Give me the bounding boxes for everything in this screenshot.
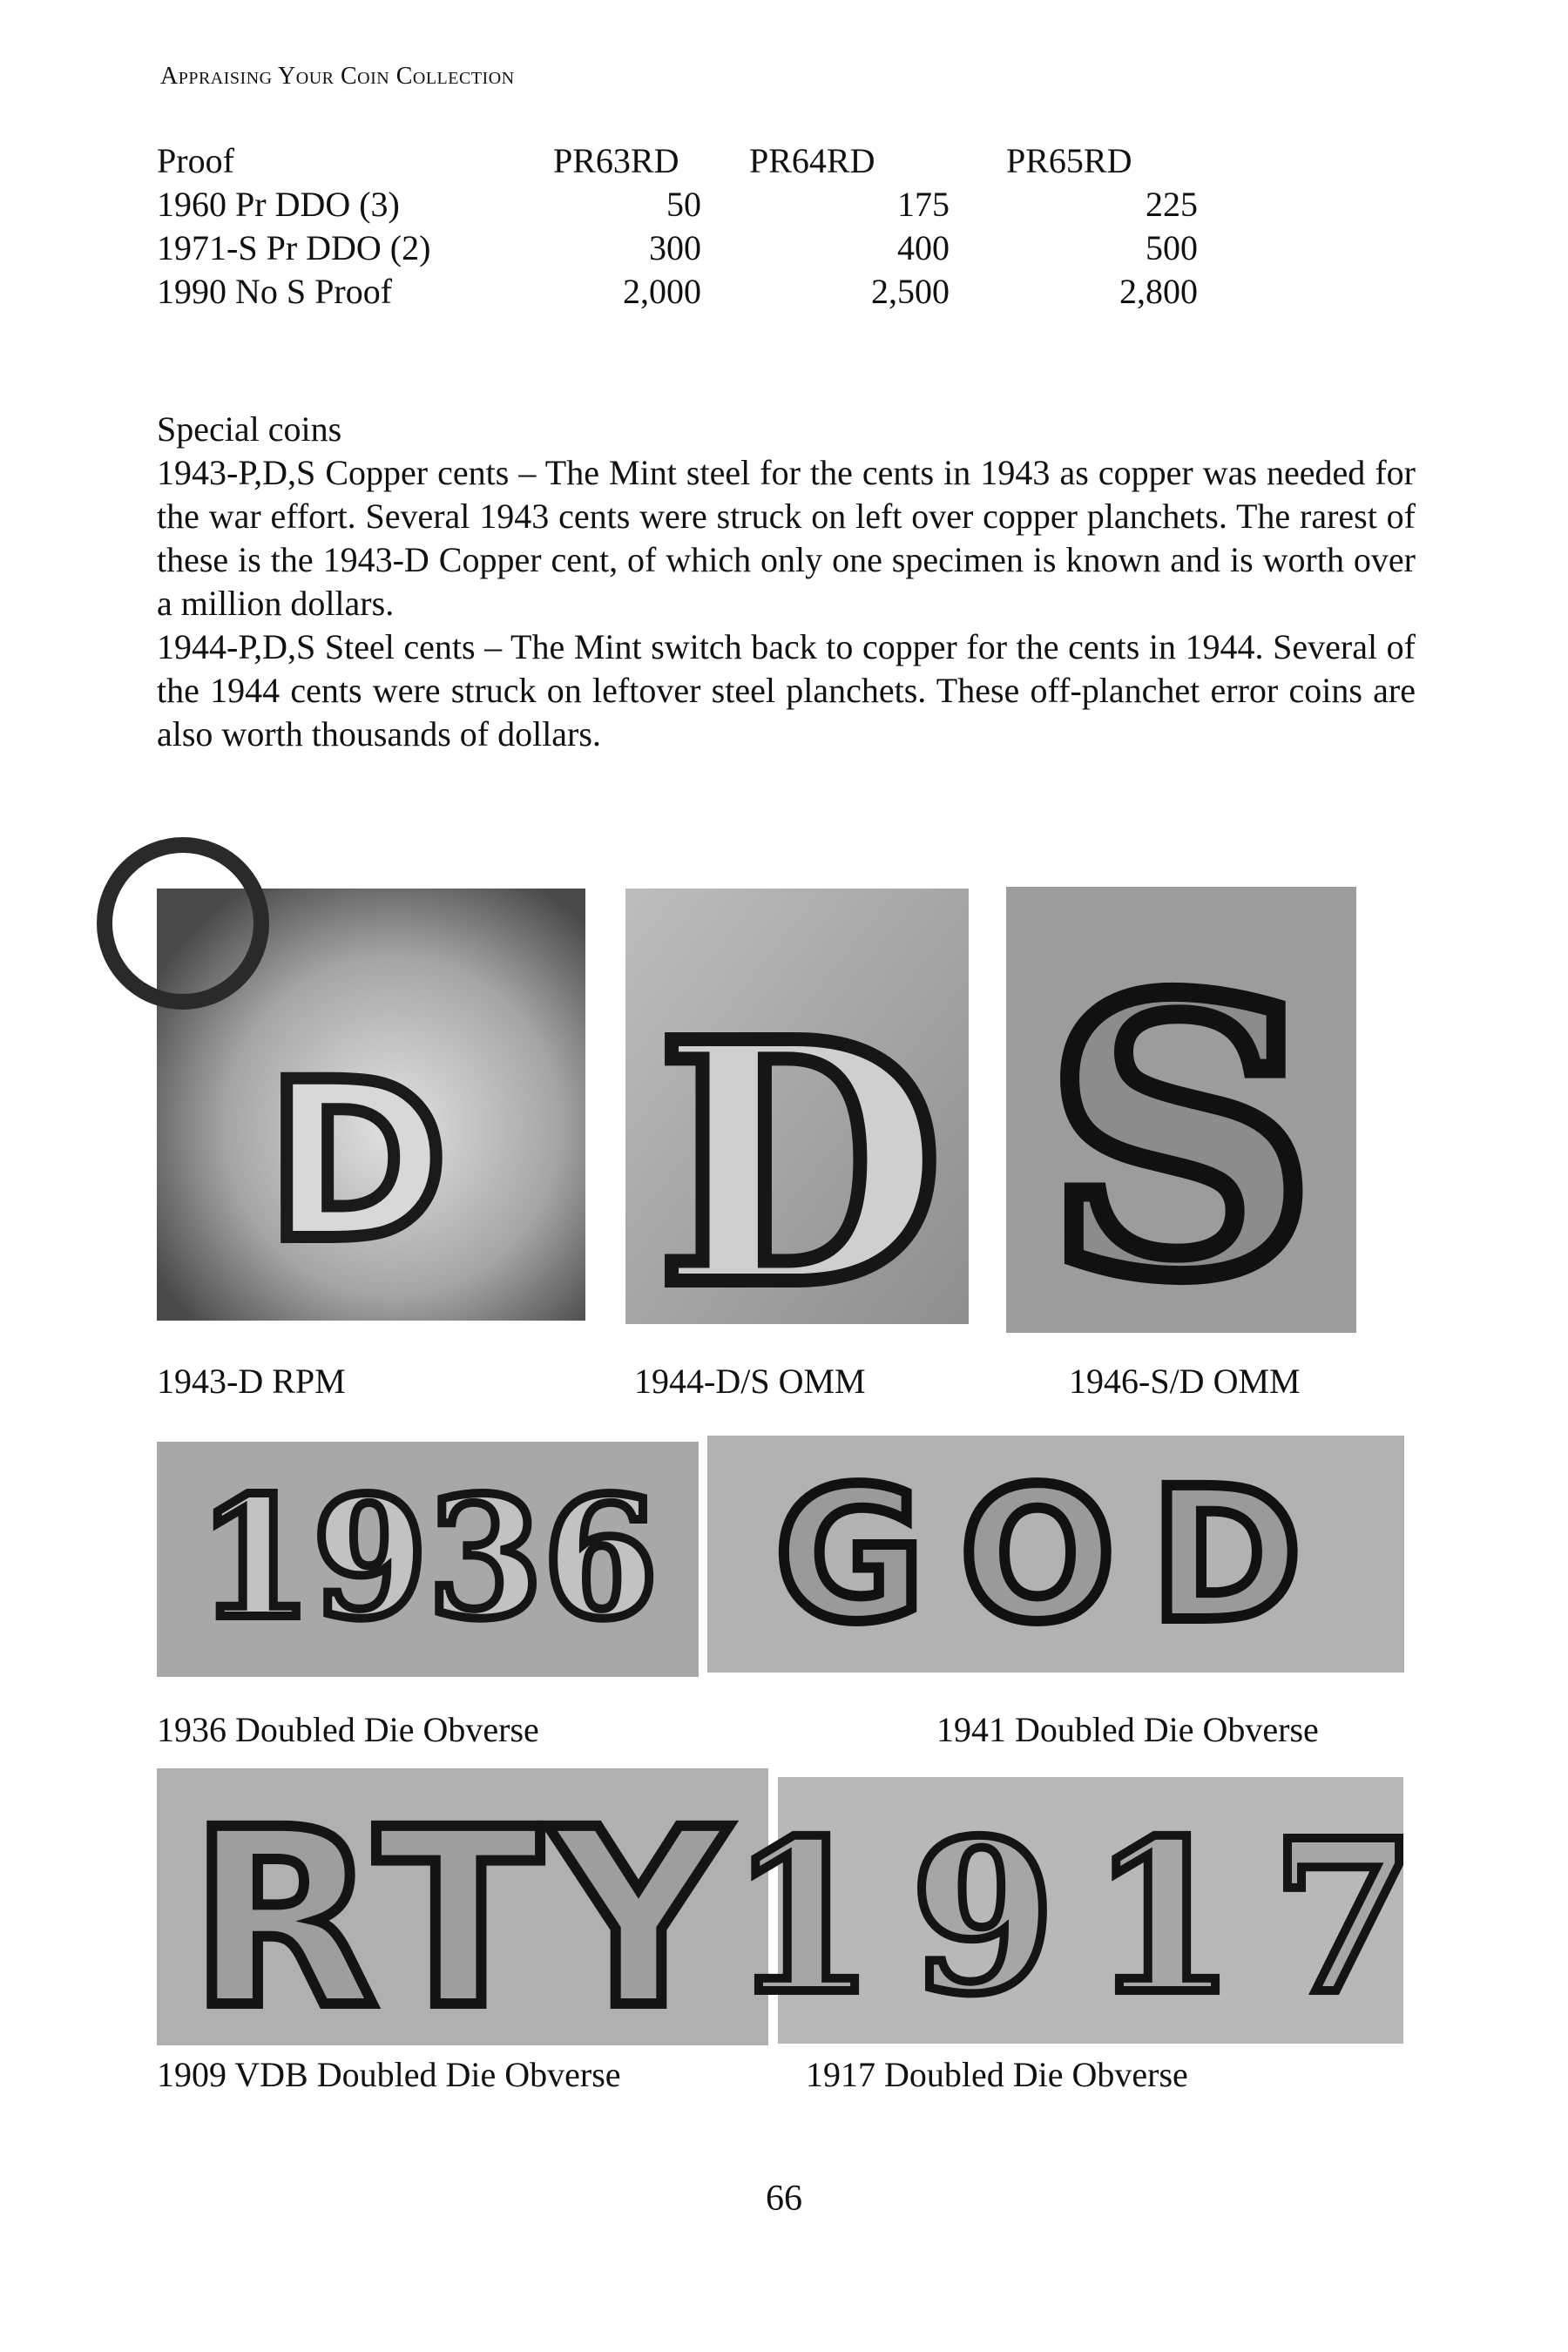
- mintmark-glyph: D: [267, 1035, 448, 1288]
- special-coins-section: [157, 408, 1416, 756]
- coin-photo-1936-ddo: [157, 1442, 699, 1677]
- photo-caption: 1941 Doubled Die Obverse: [936, 1710, 1319, 1749]
- page-number: 66: [766, 2179, 802, 2219]
- paragraph-copper-cents: 1943-P,D,S Copper cents – The Mint steel for the cents in 1943 as copper was needed for the war effort. Several 1943 cents were struck on left over copper planchets. The rarest of these is the 1943-D Copper cent, of which only one specimen is known and is worth over a million dollars.: [157, 453, 1416, 623]
- table-row: [157, 270, 1198, 314]
- proof-price-table: [157, 139, 1198, 314]
- motto-glyphs: GOD: [774, 1449, 1337, 1662]
- table-header-row: [157, 139, 1198, 183]
- table-cell: 2,800: [1119, 272, 1198, 311]
- table-row: [157, 226, 1198, 270]
- column-header: Proof: [157, 141, 234, 180]
- table-cell: 1990 No S Proof: [157, 272, 393, 311]
- photo-caption: 1946-S/D OMM: [1069, 1362, 1301, 1401]
- table-cell: 225: [1146, 185, 1198, 224]
- photo-caption: 1909 VDB Doubled Die Obverse: [157, 2055, 621, 2094]
- column-header: PR63RD: [553, 141, 679, 180]
- photo-caption: 1936 Doubled Die Obverse: [157, 1710, 539, 1749]
- liberty-glyphs: RTY: [189, 1778, 736, 2062]
- coin-photo-1944-d-s-omm: [625, 889, 969, 1359]
- coin-photo-1941-ddo: [707, 1436, 1404, 1673]
- table-cell: 300: [649, 228, 701, 267]
- date-glyphs: 1917: [730, 1794, 1451, 2040]
- photo-caption: 1917 Doubled Die Obverse: [806, 2055, 1188, 2094]
- date-glyphs: 1936: [197, 1461, 659, 1655]
- photo-caption: 1943-D RPM: [157, 1362, 346, 1401]
- coin-photo-1943-d-rpm: [157, 889, 585, 1321]
- mintmark-glyph: D: [656, 970, 943, 1359]
- coin-photo-1946-s-d-omm: [1006, 887, 1356, 1359]
- coin-photo-1917-ddo: [730, 1777, 1451, 2044]
- table-cell: 1960 Pr DDO (3): [157, 185, 400, 224]
- table-cell: 175: [897, 185, 950, 224]
- table-cell: 2,500: [871, 272, 950, 311]
- section-heading: Special coins: [157, 409, 342, 449]
- table-cell: 1971-S Pr DDO (2): [157, 228, 431, 267]
- column-header: PR64RD: [749, 141, 875, 180]
- table-row: [157, 183, 1198, 226]
- table-cell: 2,000: [623, 272, 701, 311]
- mintmark-glyph: S: [1044, 919, 1316, 1359]
- coin-photo-1909-vdb-ddo: [157, 1768, 768, 2062]
- table-cell: 50: [666, 185, 701, 224]
- table-cell: 500: [1146, 228, 1198, 267]
- paragraph-steel-cents: 1944-P,D,S Steel cents – The Mint switch back to copper for the cents in 1944. Several of the 1944 cents were struck on leftover steel planchets. These off-planchet error coins are also worth thousands of dollars.: [157, 627, 1416, 754]
- column-header: PR65RD: [1006, 141, 1132, 180]
- running-head: Appraising Your Coin Collection: [160, 63, 515, 90]
- photo-caption: 1944-D/S OMM: [634, 1362, 866, 1401]
- table-cell: 400: [897, 228, 950, 267]
